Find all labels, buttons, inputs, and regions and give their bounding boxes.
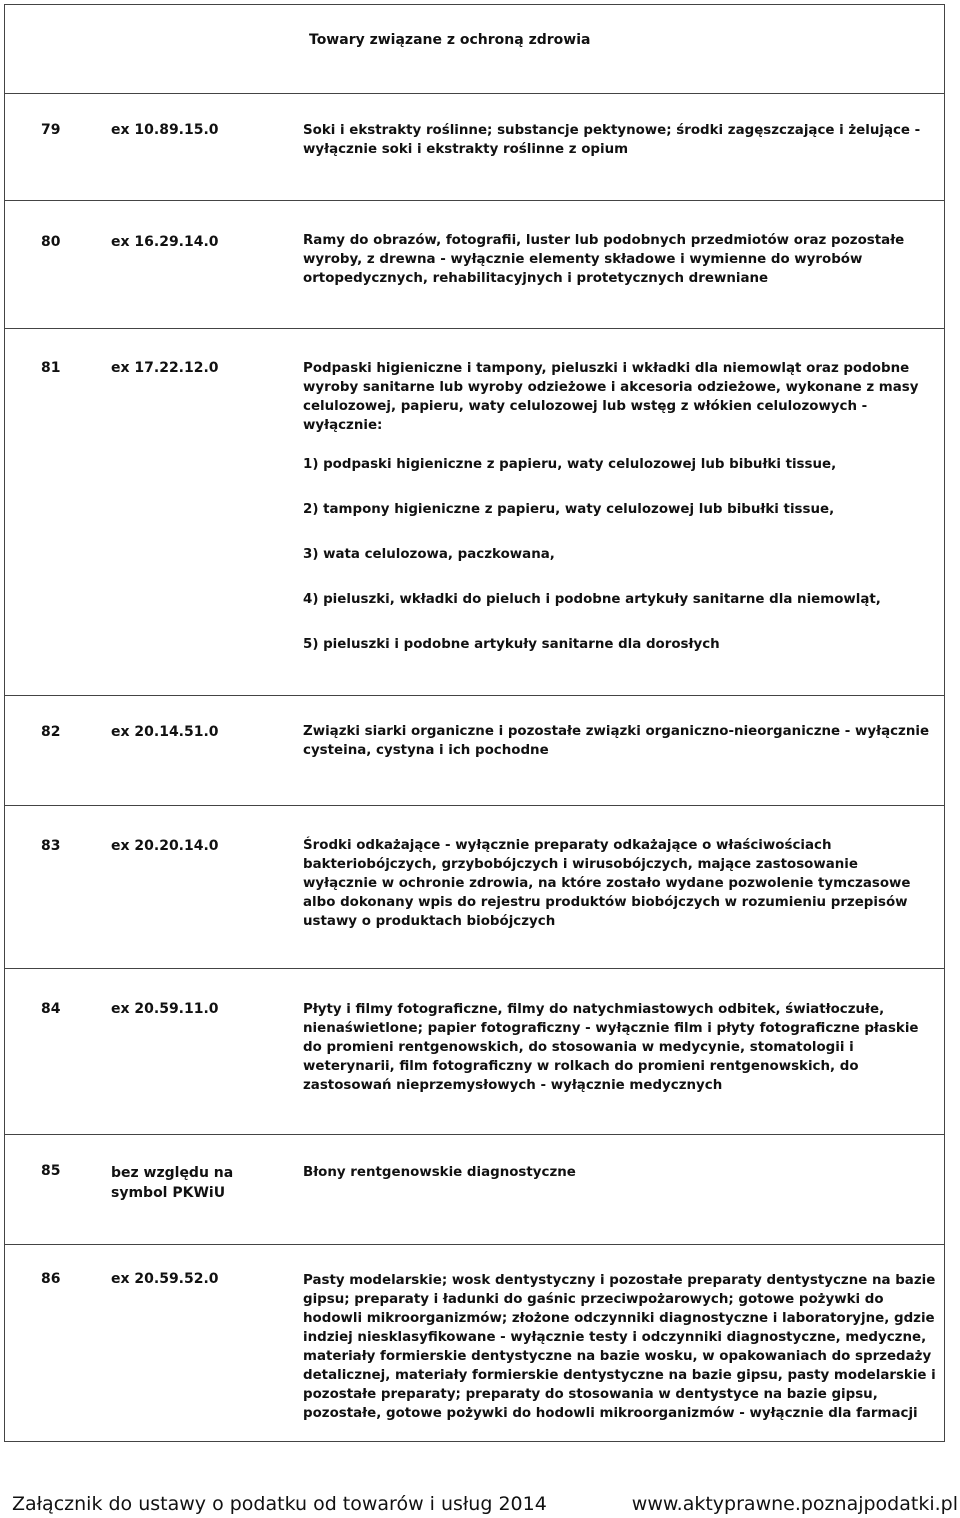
table-row	[5, 94, 944, 201]
table-row	[5, 806, 944, 969]
pkwiu-code: ex 17.22.12.0	[111, 360, 219, 376]
table-row	[5, 696, 944, 806]
row-number: 84	[41, 1001, 61, 1017]
row-number: 80	[41, 234, 61, 250]
section-header-row	[5, 4, 944, 94]
list-item: 5) pieluszki i podobne artykuły sanitarne dla dorosłych	[303, 637, 720, 652]
list-item: 3) wata celulozowa, paczkowana,	[303, 547, 555, 562]
row-number: 85	[41, 1163, 61, 1179]
row-description: Związki siarki organiczne i pozostałe związki organiczno-nieorganiczne - wyłącznie cysteina, cystyna i ich pochodne	[303, 724, 930, 758]
row-description: Pasty modelarskie; wosk dentystyczny i pozostałe preparaty dentystyczne na bazie gipsu; preparaty i ładunki do gaśnic przeciwpożarowych; gotowe pożywki do hodowli mikroorganizmów; złożone odczynniki diagnostyczne i laboratoryjne, gdzie indziej niesklasyfikowane - wyłącznie testy i odczynniki diagnostyczne, medyczne, materiały formierskie dentystyczne na bazie wosku, w opakowaniach do sprzedaży detalicznej, materiały formierskie dentystyczne na bazie gipsu, pasty modelarskie i pozostałe preparaty; preparaty do stosowania w dentystyce na bazie gipsu, pozostałe, gotowe pożywki do hodowli mikroorganizmów - wyłącznie dla farmacji	[303, 1273, 936, 1421]
list-item: 4) pieluszki, wkładki do pieluch i podobne artykuły sanitarne dla niemowląt,	[303, 592, 881, 607]
section-title: Towary związane z ochroną zdrowia	[309, 32, 591, 48]
row-number: 83	[41, 838, 61, 854]
pkwiu-code: ex 20.59.52.0	[111, 1271, 219, 1287]
list-item: 1) podpaski higieniczne z papieru, waty celulozowej lub bibułki tissue,	[303, 457, 837, 472]
row-description: Środki odkażające - wyłącznie preparaty odkażające o właściwościach bakteriobójczych, grzybobójczych i wirusobójczych, mające zastosowanie wyłącznie w ochronie zdrowia, na które zostało wydane pozwolenie tymczasowe albo dokonany wpis do rejestru produktów biobójczych w rozumieniu przepisów ustawy o produktach biobójczych	[303, 838, 911, 929]
row-description: Soki i ekstrakty roślinne; substancje pektynowe; środki zagęszczające i żelujące - wyłącznie soki i ekstrakty roślinne z opium	[303, 123, 921, 157]
table-row	[5, 329, 944, 696]
item-list	[303, 455, 936, 654]
footer-website: www.aktyprawne.poznajpodatki.pl	[631, 1493, 958, 1515]
table-row	[5, 969, 944, 1135]
row-number: 81	[41, 360, 61, 376]
pkwiu-code: ex 20.20.14.0	[111, 838, 219, 854]
pkwiu-code: ex 20.59.11.0	[111, 1001, 219, 1017]
table-row	[5, 201, 944, 329]
goods-table	[4, 4, 945, 1442]
row-description: Ramy do obrazów, fotografii, luster lub podobnych przedmiotów oraz pozostałe wyroby, z drewna - wyłącznie elementy składowe i wymienne do wyrobów ortopedycznych, rehabilitacyjnych i protetycznych drewniane	[303, 233, 905, 286]
table-row	[5, 1135, 944, 1245]
row-number: 86	[41, 1271, 61, 1287]
pkwiu-code: ex 10.89.15.0	[111, 122, 219, 138]
row-description	[303, 359, 936, 654]
pkwiu-code: bez względu na symbol PKWiU	[111, 1165, 234, 1201]
row-description: Błony rentgenowskie diagnostyczne	[303, 1165, 576, 1180]
pkwiu-code: ex 16.29.14.0	[111, 234, 219, 250]
table-row	[5, 1245, 944, 1442]
row-number: 79	[41, 122, 61, 138]
pkwiu-code: ex 20.14.51.0	[111, 724, 219, 740]
row-number: 82	[41, 724, 61, 740]
row-description-text: Podpaski higieniczne i tampony, pieluszki i wkładki dla niemowląt oraz podobne wyroby sanitarne lub wyroby odzieżowe i akcesoria odzieżowe, wykonane z masy celulozowej, papieru, waty celulozowej lub wstęg z włókien celulozowych - wyłącznie:	[303, 361, 919, 433]
list-item: 2) tampony higieniczne z papieru, waty celulozowej lub bibułki tissue,	[303, 502, 835, 517]
row-description: Płyty i filmy fotograficzne, filmy do natychmiastowych odbitek, światłoczułe, nienaświetlone; papier fotograficzny - wyłącznie film i płyty fotograficzne płaskie do promieni rentgenowskich, do stosowania w medycynie, stomatologii i weterynarii, film fotograficzny w rolkach do promieni rentgenowskich, do zastosowań nieprzemysłowych - wyłącznie medycznych	[303, 1002, 919, 1093]
footer-document-title: Załącznik do ustawy o podatku od towarów i usług 2014	[12, 1493, 547, 1515]
